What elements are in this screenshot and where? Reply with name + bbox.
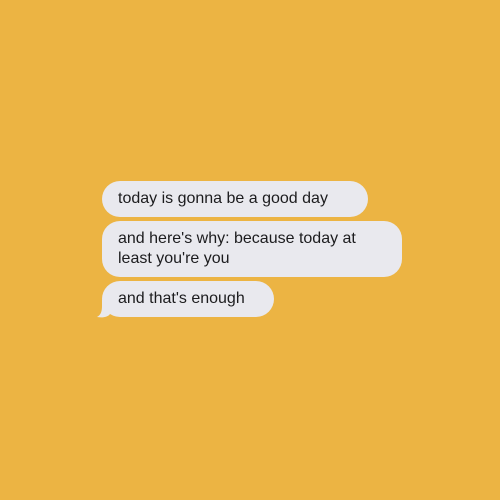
- message-text: and that's enough: [118, 290, 245, 307]
- message-text: today is gonna be a good day: [118, 190, 328, 207]
- message-text-line: and here's why: because today at: [118, 230, 356, 247]
- message-bubble[interactable]: [102, 181, 368, 217]
- message-bubble[interactable]: [102, 221, 402, 277]
- message-text-line: least you're you: [118, 250, 230, 267]
- message-thread: [102, 181, 402, 317]
- bubble-tail-icon: [96, 300, 116, 318]
- message-bubble[interactable]: [102, 281, 274, 317]
